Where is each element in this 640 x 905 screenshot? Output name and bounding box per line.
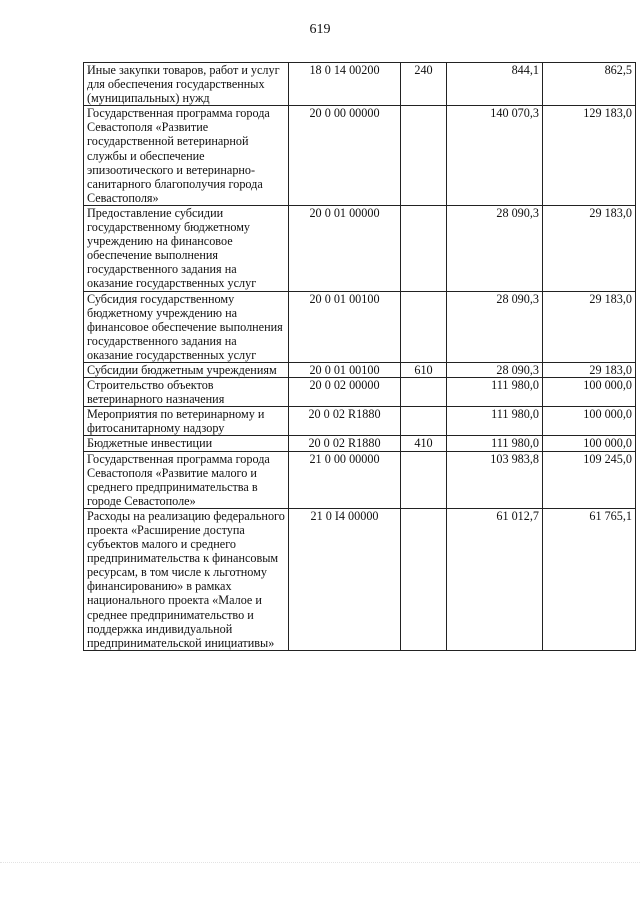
amount-year-1: 103 983,8	[447, 451, 543, 508]
scan-edge-mark	[0, 862, 640, 863]
table-row	[84, 106, 636, 206]
amount-year-2: 29 183,0	[543, 362, 636, 377]
budget-table	[83, 62, 636, 651]
amount-year-1: 28 090,3	[447, 362, 543, 377]
target-article-code: 20 0 02 00000	[289, 378, 401, 407]
amount-year-1: 111 980,0	[447, 378, 543, 407]
page-number: 619	[309, 22, 331, 37]
expense-type-code: 610	[401, 362, 447, 377]
amount-year-2: 129 183,0	[543, 106, 636, 206]
table-row	[84, 436, 636, 451]
amount-year-2: 100 000,0	[543, 436, 636, 451]
expense-type-code: 240	[401, 63, 447, 106]
amount-year-1: 61 012,7	[447, 508, 543, 650]
expense-type-code: 410	[401, 436, 447, 451]
amount-year-1: 844,1	[447, 63, 543, 106]
target-article-code: 20 0 02 R1880	[289, 436, 401, 451]
expense-type-code	[401, 106, 447, 206]
expense-item-name: Иные закупки товаров, работ и услуг для обеспечения государственных (муниципальных) нужд	[84, 63, 289, 106]
table-row	[84, 378, 636, 407]
target-article-code: 18 0 14 00200	[289, 63, 401, 106]
amount-year-2: 61 765,1	[543, 508, 636, 650]
target-article-code: 20 0 02 R1880	[289, 407, 401, 436]
target-article-code: 20 0 01 00000	[289, 205, 401, 291]
amount-year-2: 100 000,0	[543, 378, 636, 407]
table-row	[84, 362, 636, 377]
table-row	[84, 63, 636, 106]
amount-year-1: 111 980,0	[447, 407, 543, 436]
expense-item-name: Государственная программа города Севастополя «Развитие малого и среднего предпринимательства в городе Севастополе»	[84, 451, 289, 508]
expense-type-code	[401, 205, 447, 291]
amount-year-1: 28 090,3	[447, 205, 543, 291]
amount-year-2: 29 183,0	[543, 205, 636, 291]
expense-item-name: Субсидия государственному бюджетному учреждению на финансовое обеспечение выполнения государственного задания на оказание государственных услуг	[84, 291, 289, 362]
amount-year-1: 140 070,3	[447, 106, 543, 206]
expense-item-name: Строительство объектов ветеринарного назначения	[84, 378, 289, 407]
table-row	[84, 291, 636, 362]
amount-year-1: 28 090,3	[447, 291, 543, 362]
expense-type-code	[401, 378, 447, 407]
amount-year-2: 100 000,0	[543, 407, 636, 436]
target-article-code: 20 0 01 00100	[289, 362, 401, 377]
expense-item-name: Бюджетные инвестиции	[84, 436, 289, 451]
table-row	[84, 508, 636, 650]
budget-table-body	[84, 63, 636, 651]
target-article-code: 21 0 I4 00000	[289, 508, 401, 650]
target-article-code: 20 0 00 00000	[289, 106, 401, 206]
expense-item-name: Мероприятия по ветеринарному и фитосанитарному надзору	[84, 407, 289, 436]
expense-item-name: Государственная программа города Севастополя «Развитие государственной ветеринарной службы и обеспечение эпизоотического и ветеринарно-санитарного благополучия города Севастополя»	[84, 106, 289, 206]
target-article-code: 20 0 01 00100	[289, 291, 401, 362]
table-row	[84, 407, 636, 436]
expense-type-code	[401, 508, 447, 650]
expense-type-code	[401, 291, 447, 362]
amount-year-2: 109 245,0	[543, 451, 636, 508]
expense-item-name: Расходы на реализацию федерального проекта «Расширение доступа субъектов малого и среднего предпринимательства к финансовым ресурсам, в том числе к льготному финансированию» в рамках национального проекта «Малое и среднее предпринимательство и поддержка индивидуальной предпринимательской инициативы»	[84, 508, 289, 650]
expense-item-name: Субсидии бюджетным учреждениям	[84, 362, 289, 377]
expense-type-code	[401, 451, 447, 508]
amount-year-2: 862,5	[543, 63, 636, 106]
table-row	[84, 451, 636, 508]
expense-type-code	[401, 407, 447, 436]
target-article-code: 21 0 00 00000	[289, 451, 401, 508]
amount-year-2: 29 183,0	[543, 291, 636, 362]
table-row	[84, 205, 636, 291]
amount-year-1: 111 980,0	[447, 436, 543, 451]
expense-item-name: Предоставление субсидии государственному бюджетному учреждению на финансовое обеспечение выполнения государственного задания на оказание государственных услуг	[84, 205, 289, 291]
